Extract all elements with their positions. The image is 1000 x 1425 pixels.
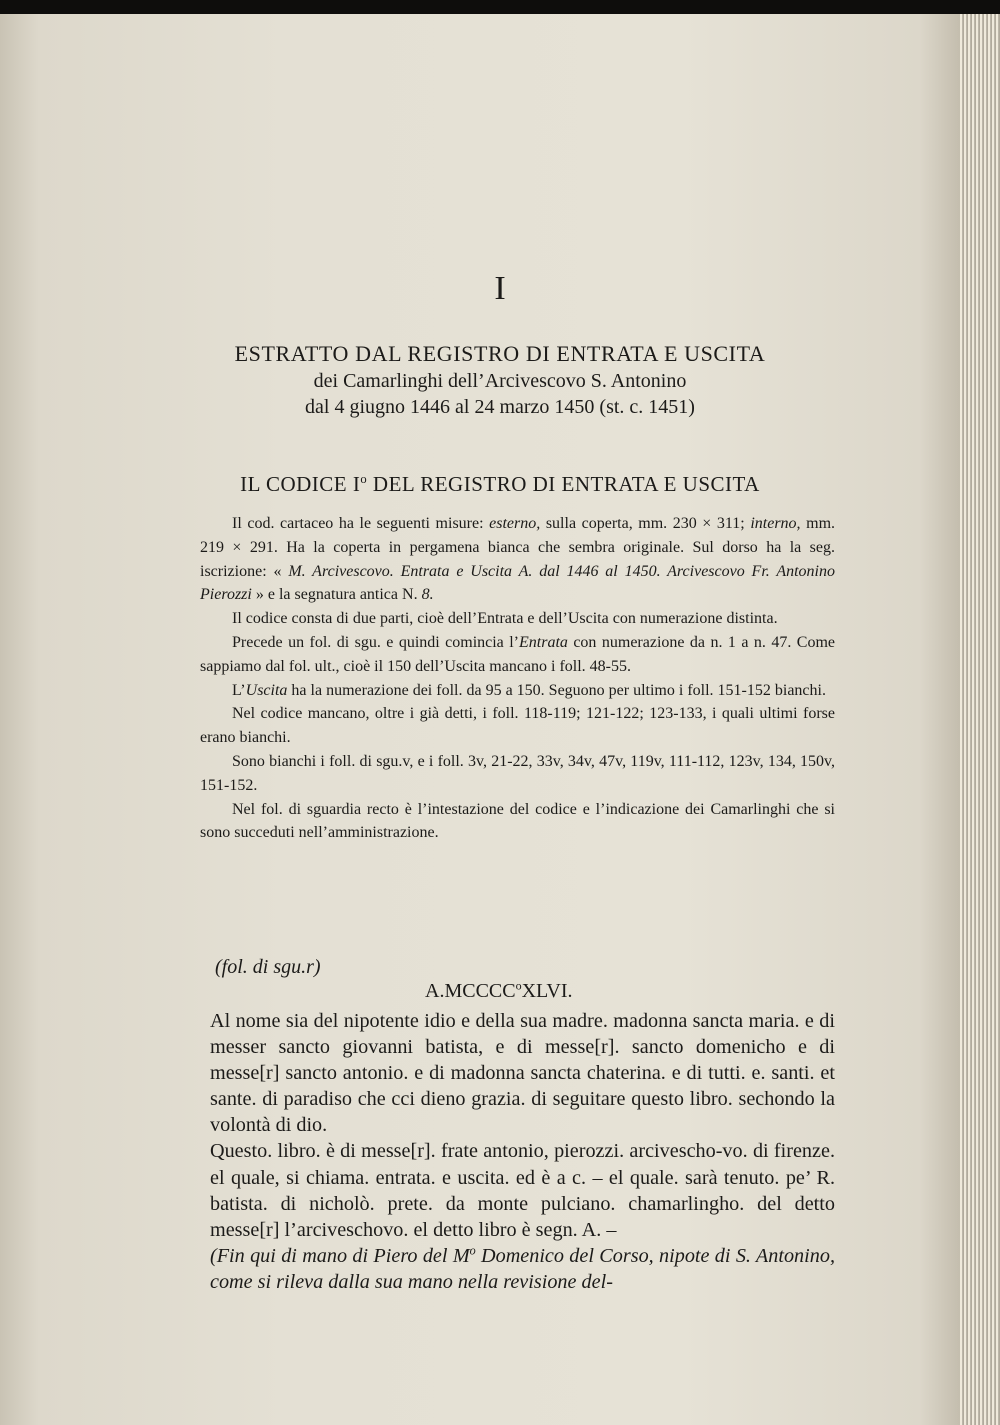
text-run: Precede un fol. di sgu. e quindi comincia l’	[232, 633, 519, 651]
section-heading	[165, 472, 835, 497]
year-heading-before: A.MCCCC	[425, 980, 516, 1002]
title-line-1: ESTRATTO DAL REGISTRO DI ENTRATA E USCITA	[234, 341, 766, 366]
text-run: L’	[232, 681, 246, 699]
document-title	[165, 340, 835, 420]
section-heading-before: IL CODICE I	[240, 472, 361, 496]
chapter-number: I	[494, 270, 506, 307]
transcription	[210, 1008, 835, 1295]
text-run-italic: M. Arcivescovo. Entrata e Uscita A. dal 1446 al 1450. Arcivescovo Fr. Antonino Pierozzi	[200, 562, 835, 604]
text-run: mm. 219 × 291. Ha la coperta in pergamena bianca che sembra originale. Sul dorso ha la seg. iscrizione: «	[200, 515, 836, 580]
text-run-italic: esterno,	[489, 515, 541, 532]
description-paragraph	[200, 512, 835, 607]
description-paragraph	[200, 631, 835, 679]
editorial-note	[210, 1243, 835, 1295]
text-run-italic: Uscita	[245, 681, 288, 699]
text-run: Il cod. cartaceo ha le seguenti misure:	[232, 515, 490, 532]
year-heading	[425, 980, 573, 1003]
description-paragraph: Nel fol. di sguardia recto è l’intestazione del codice e l’indicazione dei Camarlinghi che si sono succeduti nell’amministrazione.	[200, 800, 835, 842]
title-line-3: dal 4 giugno 1446 al 24 marzo 1450 (st. c. 1451)	[305, 396, 695, 418]
year-heading-sup: o	[515, 978, 522, 993]
text-run: Domenico del Corso, nipote di S. Antonino, come si rileva dalla sua mano nella revisione del-	[210, 1244, 835, 1293]
description-paragraph: Sono bianchi i foll. di sgu.v, e i foll. 3v, 21-22, 33v, 34v, 47v, 119v, 111-112, 123v, 134, 150v, 151-152.	[200, 752, 835, 794]
section-heading-sup: o	[360, 472, 368, 486]
text-run: (Fin qui di mano di Piero del M	[210, 1244, 470, 1267]
transcription-paragraph: Al nome sia del nipotente idio e della sua madre. madonna sancta maria. e di messer sancto giovanni batista, e di messe[r]. sancto domenicho e di messe[r] sancto antonio. e di madonna sancta chaterina. e di tutti. e. santi. et sante. di paradiso che cci dieno grazia. di seguitare questo libro. sechondo la volontà di dio.	[210, 1010, 835, 1137]
title-line-2: dei Camarlinghi dell’Arcivescovo S. Antonino	[313, 370, 687, 392]
text-run-italic: 8.	[421, 586, 434, 604]
text-run-italic: Entrata	[519, 633, 568, 651]
text-run: » e la segnatura antica N.	[251, 586, 422, 604]
transcription-paragraph: Questo. libro. è di messe[r]. frate antonio, pierozzi. arcivescho-vo. di firenze. el quale, si chiama. entrata. e uscita. ed è a c. – el quale. sarà tenuto. pe’ R. batista. di nicholò. prete. da monte pulciano. chamarlingho. del detto messe[r] l’arciveschovo. el detto libro è segn. A. –	[210, 1140, 835, 1241]
description-paragraph	[200, 679, 835, 703]
year-heading-after: XLVI.	[521, 980, 573, 1002]
text-run: con numerazione da n. 1 a n. 47. Come sappiamo dal fol. ult., cioè il 150 dell’Uscita mancano i foll. 48-55.	[200, 633, 835, 675]
text-run: sulla coperta, mm. 230 × 311;	[540, 515, 751, 532]
text-run-sup: o	[469, 1243, 476, 1258]
scan-border	[0, 0, 1000, 14]
book-page	[0, 12, 968, 1425]
description-paragraph: Il codice consta di due parti, cioè dell’Entrata e dell’Uscita con numerazione distinta.	[232, 610, 778, 628]
text-run: ha la numerazione dei foll. da 95 a 150. Seguono per ultimo i foll. 151-152 bianchi.	[287, 681, 826, 699]
text-run-italic: interno,	[750, 515, 801, 532]
folio-label: (fol. di sgu.r)	[215, 956, 321, 978]
page-stack-edge	[960, 12, 1000, 1425]
codex-description	[200, 512, 835, 845]
description-paragraph: Nel codice mancano, oltre i già detti, i foll. 118-119; 121-122; 123-133, i quali ultimi forse erano bianchi.	[200, 705, 835, 747]
section-heading-after: DEL REGISTRO DI ENTRATA E USCITA	[367, 472, 760, 496]
